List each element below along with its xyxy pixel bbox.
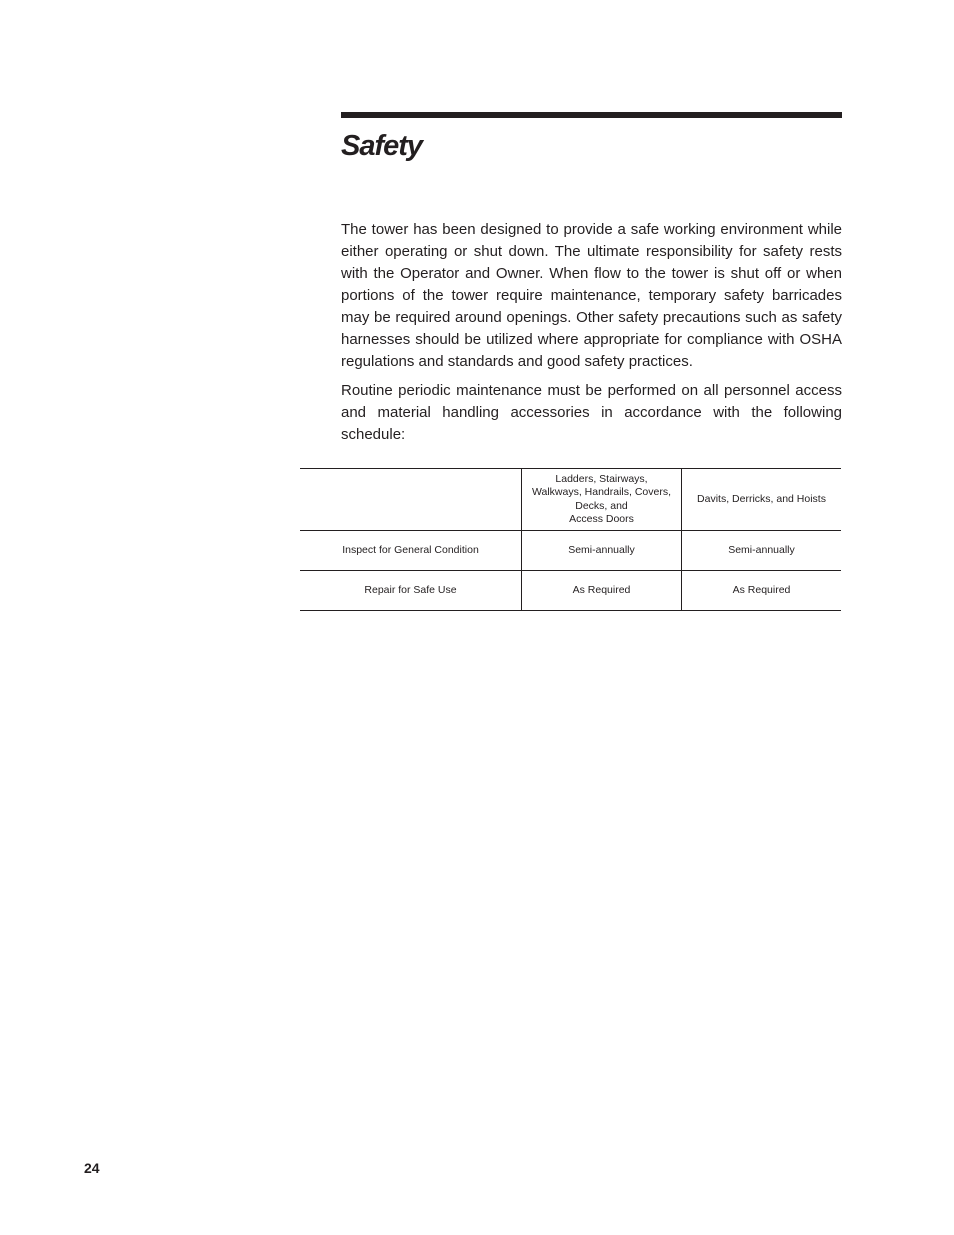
table-header-row <box>300 469 841 531</box>
paragraph-maintenance-schedule: Routine periodic maintenance must be performed on all personnel access and material handling accessories in accordance with the following schedule: <box>341 382 842 443</box>
table-cell-task: Inspect for General Condition <box>342 543 479 556</box>
table-header-cell-davits: Davits, Derricks, and Hoists <box>682 469 842 531</box>
table-row <box>300 531 841 571</box>
table-cell-task: Repair for Safe Use <box>364 583 457 596</box>
table-row <box>300 571 841 611</box>
page-title: Safety <box>341 130 423 162</box>
body-text <box>341 219 842 453</box>
paragraph-safety-intro: The tower has been designed to provide a safe working environment while either operating or shut down. The ultimate responsibility for safety rests with the Operator and Owner. When flow to the tower is shut off or when portions of the tower require maintenance, temporary safety barricades may be required around openings. Other safety precautions such as safety harnesses should be utilized where appropriate for compliance with OSHA regulations and standards and good safety practices. <box>341 221 842 370</box>
header-line: Decks, and <box>575 499 628 512</box>
header-rule <box>341 112 842 118</box>
maintenance-schedule-table <box>300 468 841 611</box>
table-header-cell-empty <box>300 469 522 531</box>
table-cell-davits-frequency: As Required <box>682 571 842 611</box>
header-line: Ladders, Stairways, <box>555 472 648 485</box>
table-header-cell-ladders <box>522 469 682 531</box>
table-cell-ladders-frequency: Semi-annually <box>522 531 682 571</box>
header-line: Walkways, Handrails, Covers, <box>531 486 672 498</box>
table-cell-ladders-frequency: As Required <box>522 571 682 611</box>
table-cell-davits-frequency: Semi-annually <box>682 531 842 571</box>
header-line: Access Doors <box>569 513 634 525</box>
page-number: 24 <box>84 1160 100 1176</box>
